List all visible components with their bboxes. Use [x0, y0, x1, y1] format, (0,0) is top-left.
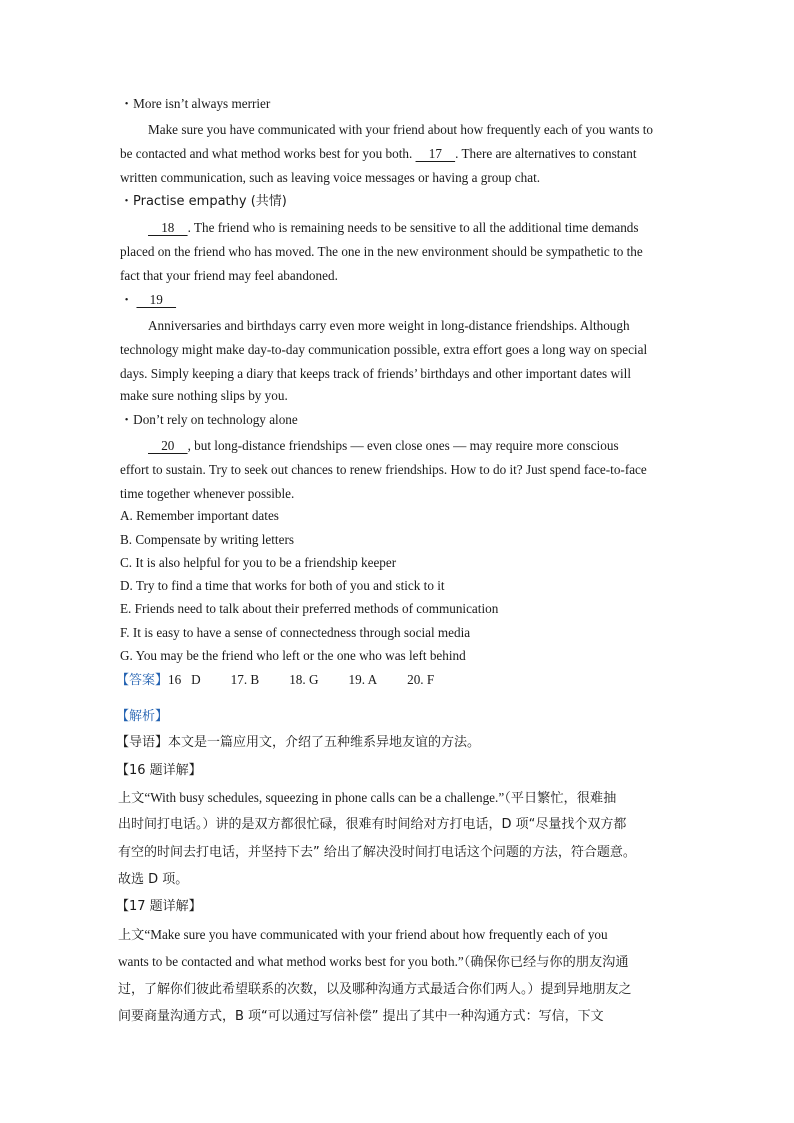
paragraph-17-line-2: [120, 144, 636, 164]
answer-label: 【答案】: [116, 673, 169, 688]
paragraph-17-line-1: Make sure you have communicated with your friend about how frequently each of you wants to: [148, 122, 654, 137]
q17-line-3: 过，了解你们彼此希望联系的次数，以及哪种沟通方式最适合你们两人。）提到异地朋友之: [118, 982, 632, 997]
q17-title: 【17 题详解】: [116, 899, 202, 914]
q16-line-4: 故选 D 项。: [118, 872, 189, 887]
paragraph-19-line-1: Anniversaries and birthdays carry even more weight in long-distance friendships. Although: [148, 318, 630, 333]
bullet: ・: [120, 292, 134, 307]
blank-19: 19: [136, 292, 177, 307]
paragraph-18-line-1: [148, 218, 639, 238]
option-c: C. It is also helpful for you to be a friendship keeper: [120, 555, 397, 570]
section-heading-empathy: ・Practise empathy (共情): [120, 194, 287, 209]
section-heading-tech: ・Don’t rely on technology alone: [120, 412, 298, 427]
option-e: E. Friends need to talk about their preferred methods of communication: [120, 601, 499, 616]
answer-line: [116, 670, 434, 691]
q16-line-1: 上文“With busy schedules, squeezing in phone calls can be a challenge.”（平日繁忙，很难抽: [118, 790, 617, 805]
paragraph-20-line-1: [148, 436, 619, 456]
answer-16: 16 D: [168, 672, 201, 687]
section-heading-19: [120, 290, 176, 310]
paragraph-20-text: , but long-distance friendships — even close ones — may require more conscious: [187, 438, 619, 453]
q16-line-3: 有空的时间去打电话，并坚持下去” 给出了解决没时间打电话这个问题的方法，符合题意。: [118, 845, 636, 860]
q17-line-4: 间要商量沟通方式，B 项“可以通过写信补偿” 提出了其中一种沟通方式：写信，下文: [118, 1009, 604, 1024]
blank-17: 17: [415, 146, 456, 161]
paragraph-20-line-2: effort to sustain. Try to seek out chances to renew friendships. How to do it? Just spend face-to-face: [120, 462, 647, 477]
paragraph-19-line-2: technology might make day-to-day communication possible, extra effort goes a long way on special: [120, 342, 648, 357]
blank-20: 20: [148, 438, 188, 453]
q17-line-2: wants to be contacted and what method works best for you both.”（确保你已经与你的朋友沟通: [118, 954, 629, 969]
q16-title: 【16 题详解】: [116, 763, 202, 778]
q17-line-1: 上文“Make sure you have communicated with your friend about how frequently each of you: [118, 927, 608, 942]
guide-text: 【导语】本文是一篇应用文，介绍了五种维系异地友谊的方法。: [116, 735, 481, 750]
answer-17: 17. B: [230, 672, 260, 687]
answer-18: 18. G: [289, 672, 319, 687]
option-d: D. Try to find a time that works for both of you and stick to it: [120, 578, 445, 593]
paragraph-17-line-3: written communication, such as leaving voice messages or having a group chat.: [120, 170, 541, 185]
option-g: G. You may be the friend who left or the one who was left behind: [120, 648, 466, 663]
paragraph-18-text: . The friend who is remaining needs to be sensitive to all the additional time demands: [187, 220, 639, 235]
paragraph-19-line-4: make sure nothing slips by you.: [120, 388, 288, 403]
option-b: B. Compensate by writing letters: [120, 532, 294, 547]
q16-line-2: 出时间打电话。）讲的是双方都很忙碌，很难有时间给对方打电话，D 项“尽量找个双方都: [118, 817, 627, 832]
paragraph-17-text: be contacted and what method works best for you both.: [120, 146, 413, 161]
section-heading-more: ・More isn’t always merrier: [120, 96, 271, 111]
option-f: F. It is easy to have a sense of connectedness through social media: [120, 625, 471, 640]
paragraph-20-line-3: time together whenever possible.: [120, 486, 295, 501]
paragraph-18-line-2: placed on the friend who has moved. The one in the new environment should be sympathetic to the: [120, 244, 643, 259]
paragraph-17-text-after: . There are alternatives to constant: [455, 146, 637, 161]
option-a: A. Remember important dates: [120, 508, 279, 523]
paragraph-18-line-3: fact that your friend may feel abandoned.: [120, 268, 338, 283]
paragraph-19-line-3: days. Simply keeping a diary that keeps track of friends’ birthdays and other important dates will: [120, 366, 632, 381]
answer-19: 19. A: [348, 672, 378, 687]
analysis-label: 【解析】: [116, 709, 169, 724]
blank-18: 18: [148, 220, 188, 235]
answer-20: 20. F: [407, 672, 435, 687]
